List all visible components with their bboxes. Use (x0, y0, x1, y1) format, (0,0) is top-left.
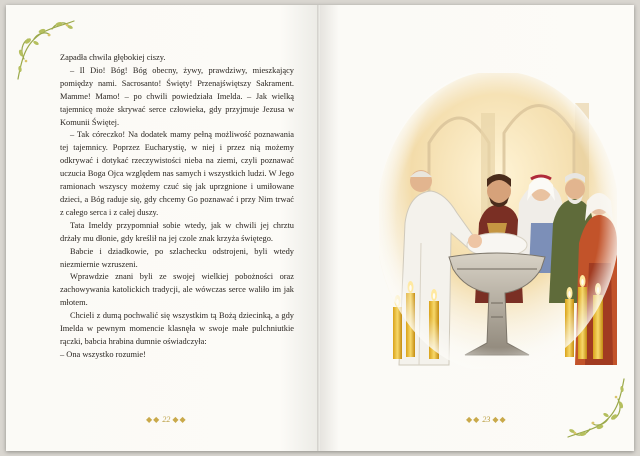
paragraph: – Il Dio! Bóg! Bóg obecny, żywy, prawdziwy, mieszkający pomiędzy nami. Sacrosanto! Święty! Przenajświętszy Sakrament. Mamme! Mamo! – po chwili powiedziała Imelda. – Jak wielką tajemnicę może skrywać serce człowieka, gdy przyjmuje Jezusa w Komunii Świętej. (60, 65, 294, 127)
ornament-dots-icon: ◆◆ (492, 415, 507, 424)
left-page (6, 5, 318, 451)
paragraph: Chcieli z dumą pochwalić się wszystkim tą Bożą dziecinką, a gdy Imelda w pewnym momencie klasnęła w swoje małe pulchniutkie rączki, babcia hrabina dumnie oświadczyła: (60, 311, 294, 346)
page-number-right (466, 415, 507, 424)
paragraph: Wprawdzie znani byli ze swojej wielkiej pobożności oraz zachowywania katolickich tradycji, ale wówczas serce waliło im jak młotem. (60, 272, 294, 308)
ornament-dots-icon: ◆◆ (466, 415, 481, 424)
ornament-dots-icon: ◆◆ (172, 415, 187, 424)
page-number-left (146, 415, 187, 424)
page-number-value: 22 (162, 415, 171, 424)
paragraph: Babcie i dziadkowie, po szlachecku odstrojeni, byli wtedy niezmiernie wzruszeni. (60, 246, 294, 269)
book-spread (6, 5, 634, 451)
baptism-illustration (379, 73, 617, 369)
paragraph: – Tak córeczko! Na dodatek mamy pełną możliwość poznawania tej tajemnicy. Poprzez Eucharystię, w niej i przez nią możemy odkrywać i dotykać rzeczywistości nieba na ziemi, czyli poznawać uczucia Boga Ojca względem nas samych i wszystkich ludzi. W Jego ramionach wszyscy możemy czuć się jak uprzgnione i umiłowane dzieci, a Bóg raduje się, gdy chcemy Go poznawać i przy Nim trwać z całego serca i z całej duszy. (60, 130, 294, 217)
paragraph: Tata Imeldy przypomniał sobie wtedy, jak w chwili jej chrztu drżały mu dłonie, gdy kreślił na jej czole znak krzyża świętego. (60, 220, 294, 243)
paragraph: Zapadła chwila głębokiej ciszy. (60, 53, 166, 62)
right-page (320, 5, 634, 451)
paragraph: – Ona wszystko rozumie! (60, 349, 146, 359)
page-number-value: 23 (482, 415, 491, 424)
body-text (60, 52, 294, 362)
vine-ornament-icon (564, 373, 630, 445)
ornament-dots-icon: ◆◆ (146, 415, 161, 424)
